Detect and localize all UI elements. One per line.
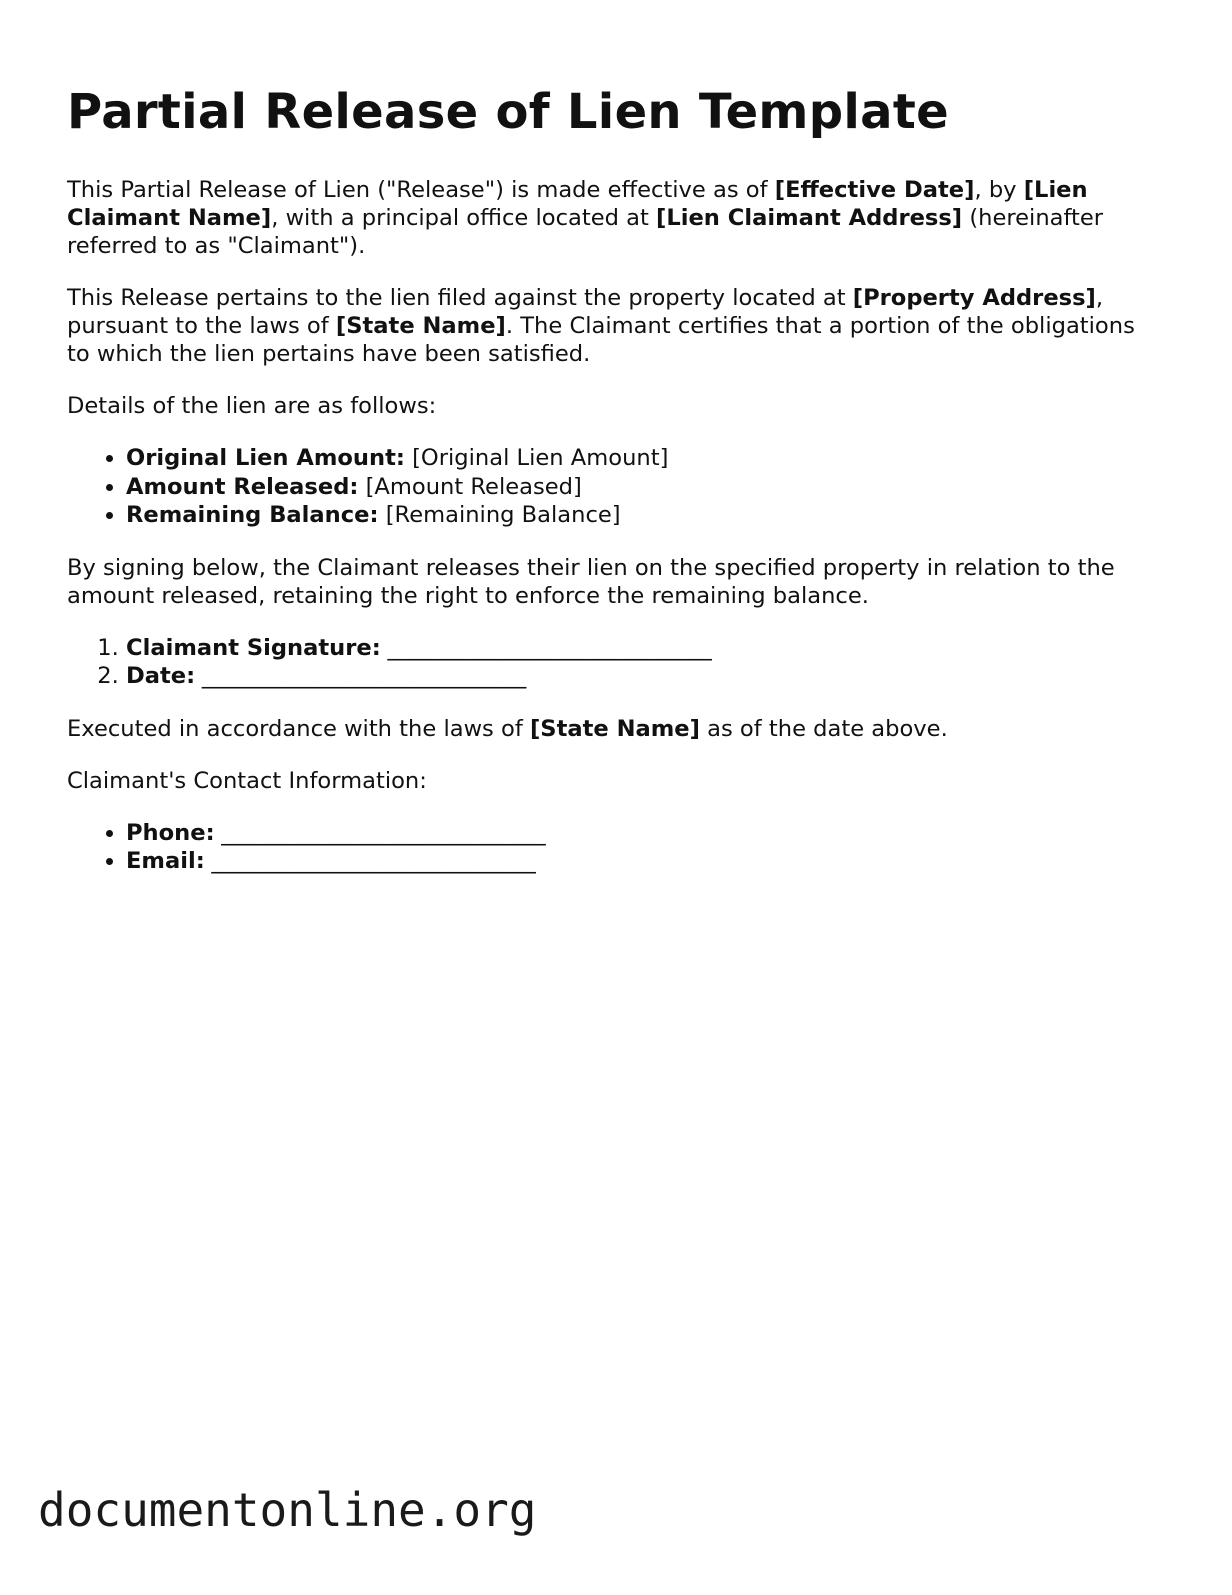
intro-text-4: (hereinafter referred to as "Claimant"). [67, 205, 1104, 259]
site-watermark: documentonline.org [38, 1483, 537, 1537]
email-blank: ______________________________ [204, 848, 536, 874]
signature-list [67, 634, 1157, 691]
intro-text-2: , by [974, 177, 1024, 203]
detail-value: [Original Lien Amount] [404, 445, 669, 471]
list-item [126, 819, 1157, 848]
claimant-address-placeholder: [Lien Claimant Address] [656, 205, 963, 231]
date-blank: ______________________________ [195, 663, 526, 689]
pertains-text-3: . The Claimant certifies that a portion of the obligations to which the lien pertains have been satisfied. [67, 313, 1135, 367]
document-page [67, 82, 1157, 900]
pertains-text-1: This Release pertains to the lien filed against the property located at [67, 285, 853, 311]
executed-text-2: as of the date above. [699, 715, 948, 742]
list-item [126, 501, 1157, 530]
signature-blank: ______________________________ [380, 634, 712, 661]
effective-date-placeholder: [Effective Date] [774, 177, 975, 203]
list-item [126, 634, 1157, 663]
list-item [126, 847, 1157, 876]
claimant-name-placeholder: [Lien Claimant Name] [67, 177, 1088, 231]
phone-blank: ______________________________ [214, 819, 546, 846]
detail-label: Amount Released: [126, 473, 359, 500]
email-label: Email: [126, 848, 205, 874]
detail-value: [Remaining Balance] [378, 502, 621, 528]
list-item [126, 444, 1157, 473]
pertains-text-2: , pursuant to the laws of [67, 285, 1104, 339]
contact-list [67, 819, 1157, 876]
signing-paragraph: By signing below, the Claimant releases their lien on the specified property in relation to the amount released, retaining the right to enforce the remaining balance. [67, 554, 1115, 609]
detail-label: Original Lien Amount: [126, 445, 405, 471]
intro-text-3: , with a principal office located at [271, 205, 657, 231]
pertains-paragraph [67, 284, 1157, 368]
details-intro: Details of the lien are as follows: [67, 393, 437, 419]
state-name-placeholder: [State Name] [335, 313, 506, 339]
contact-intro: Claimant's Contact Information: [67, 767, 427, 794]
signature-label: Claimant Signature: [126, 634, 381, 661]
page-title: Partial Release of Lien Template [67, 84, 949, 140]
date-label: Date: [126, 663, 196, 689]
details-list [67, 444, 1157, 530]
phone-label: Phone: [126, 819, 215, 846]
executed-paragraph [67, 715, 1157, 743]
property-address-placeholder: [Property Address] [852, 285, 1096, 311]
detail-value: [Amount Released] [358, 473, 582, 500]
intro-text-1: This Partial Release of Lien ("Release") is made effective as of [67, 177, 775, 203]
list-item [126, 473, 1157, 502]
executed-text-1: Executed in accordance with the laws of [67, 715, 530, 742]
intro-paragraph [67, 176, 1157, 260]
detail-label: Remaining Balance: [126, 502, 379, 528]
list-item [126, 662, 1157, 691]
state-name-placeholder: [State Name] [529, 715, 700, 742]
